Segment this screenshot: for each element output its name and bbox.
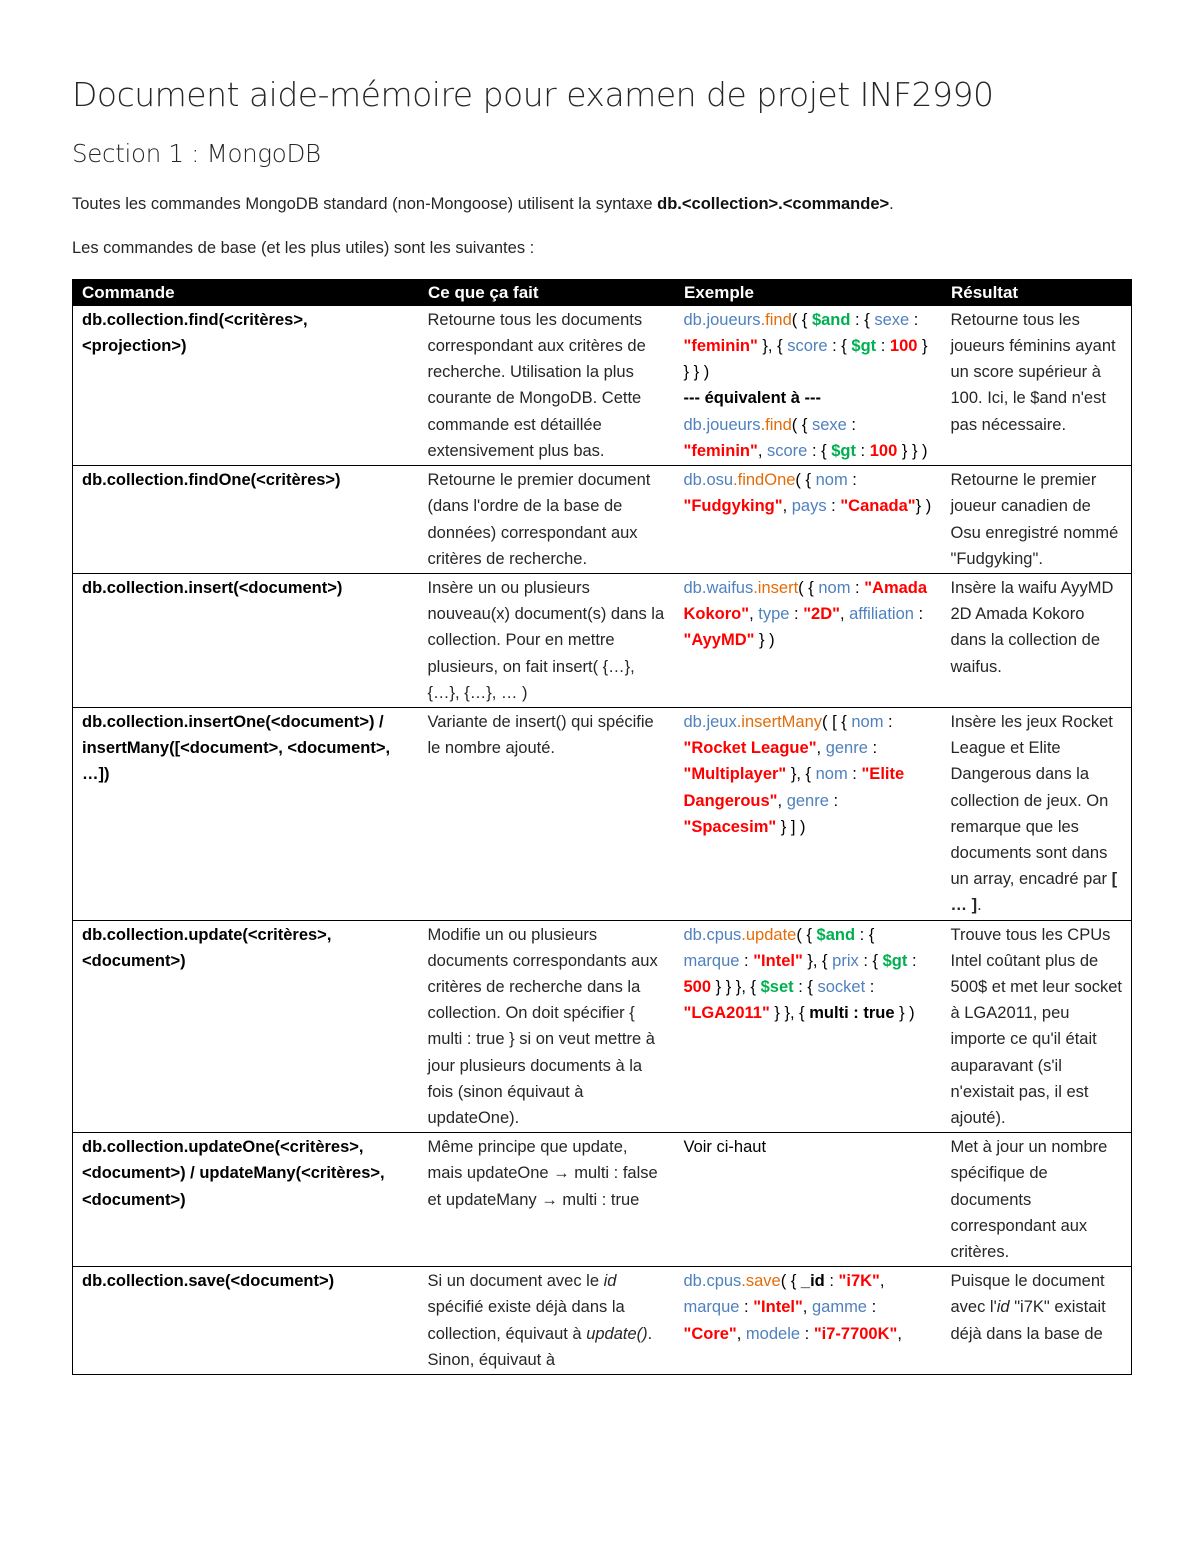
table-row: [73, 707, 1132, 920]
code-token: } ): [754, 631, 775, 650]
code-token: ( {: [780, 1272, 801, 1291]
command-cell: db.collection.updateOne(<critères>, <document>) / updateMany(<critères>, <document>): [73, 1133, 419, 1267]
code-token: modele: [745, 1324, 801, 1343]
header-ce-que-ca-fait: Ce que ça fait: [419, 279, 675, 305]
code-token: }, {: [802, 951, 833, 970]
code-token: :: [907, 951, 917, 970]
example-cell: [675, 466, 942, 574]
code-token: osu: [706, 471, 734, 490]
code-token: :: [739, 1298, 754, 1317]
code-token: :: [824, 1272, 839, 1291]
result-cell: Trouve tous les CPUs Intel coûtant plus de 500$ et met leur socket à LGA2011, peu importe ce qu'il était auparavant (s'il n'existait pas, il est ajouté).: [942, 920, 1132, 1133]
commands-table: [72, 279, 1132, 1375]
code-token: db.: [683, 925, 707, 944]
code-token: } } ): [897, 441, 928, 460]
table-header-row: [73, 279, 1132, 305]
page-title: Document aide-mémoire pour examen de projet INF2990: [72, 75, 994, 114]
description-text: Si un document avec le: [427, 1272, 604, 1291]
code-token: ,: [777, 791, 787, 810]
code-token: } }, {: [769, 1004, 810, 1023]
code-token: :: [739, 951, 754, 970]
result-italic-id: id: [996, 1298, 1010, 1317]
code-token: "Intel": [753, 951, 803, 970]
code-token: db.: [683, 1272, 707, 1291]
code-token: :: [867, 739, 878, 758]
code-token: ,: [816, 739, 826, 758]
code-token: db.: [683, 471, 707, 490]
code-token: "Spacesim": [683, 817, 777, 836]
code-token: 100: [889, 337, 918, 356]
description-cell: Retourne tous les documents correspondant aux critères de recherche. Utilisation la plus courante de MongoDB. Cette commande est détaillée extensivement plus bas.: [419, 305, 675, 465]
description-italic-update: update(): [586, 1324, 648, 1343]
code-token: :: [846, 415, 856, 434]
code-token: $gt: [851, 337, 877, 356]
code-token: marque: [683, 951, 740, 970]
code-token: waifus: [706, 578, 754, 597]
code-token: .save: [741, 1272, 781, 1291]
table-row: [73, 466, 1132, 574]
code-token: "feminin": [683, 441, 758, 460]
code-token: }, {: [757, 337, 788, 356]
code-token: :: [826, 497, 841, 516]
code-token: ( [ {: [822, 712, 852, 731]
description-text: . Sinon, équivaut à: [427, 1324, 653, 1369]
header-resultat: Résultat: [942, 279, 1132, 305]
intro-syntax-paragraph: [72, 191, 1132, 217]
code-token: .insert: [753, 578, 799, 597]
code-token: "Amada Kokoro": [683, 578, 928, 624]
code-token: "2D": [803, 605, 840, 624]
code-token: "AyyMD": [683, 631, 755, 650]
description-cell: Variante de insert() qui spécifie le nombre ajouté.: [419, 707, 675, 920]
code-token: } ): [915, 497, 932, 516]
code-token: db.: [683, 578, 707, 597]
description-italic-id: id: [603, 1272, 617, 1291]
result-period: .: [977, 896, 982, 915]
code-token: : {: [855, 925, 875, 944]
code-token: } ): [894, 1004, 915, 1023]
code-token: db.: [683, 712, 707, 731]
table-row: [73, 1133, 1132, 1267]
code-token: ( {: [796, 925, 817, 944]
code-token: :: [865, 977, 875, 996]
code-token: .find: [760, 310, 792, 329]
code-token: nom: [815, 471, 848, 490]
code-token: marque: [683, 1298, 740, 1317]
code-token: cpus: [706, 1272, 742, 1291]
command-cell: db.collection.find(<critères>, <projection>): [73, 305, 419, 465]
code-token: socket: [817, 977, 866, 996]
code-token: $and: [811, 310, 851, 329]
example-cell: [675, 573, 942, 707]
result-text: Insère les jeux Rocket League et Elite Dangerous dans la collection de jeux. On remarque que les documents sont dans un array, encadré par: [950, 712, 1113, 889]
intro-text: Toutes les commandes MongoDB standard (non-Mongoose) utilisent la syntaxe: [72, 194, 658, 213]
code-token: prix: [832, 951, 859, 970]
code-token: :: [855, 441, 870, 460]
code-token: :: [850, 578, 865, 597]
code-token: score: [767, 441, 808, 460]
code-token: ( {: [795, 471, 816, 490]
code-token: :: [876, 337, 890, 356]
code-token: type: [758, 605, 790, 624]
result-text: Puisque le document avec l': [950, 1272, 1105, 1317]
code-token: }, {: [786, 765, 816, 784]
code-token: } ] ): [776, 817, 806, 836]
table-row: [73, 920, 1132, 1133]
description-cell: Même principe que update, mais updateOne → multi : false et updateMany → multi : true: [419, 1133, 675, 1267]
code-token: "LGA2011": [683, 1004, 770, 1023]
code-token: db.: [683, 415, 707, 434]
code-token: :: [913, 605, 924, 624]
code-token: sexe: [874, 310, 910, 329]
code-token: ,: [736, 1324, 746, 1343]
code-token: $set: [760, 977, 794, 996]
result-cell: Retourne le premier joueur canadien de Osu enregistré nommé "Fudgyking".: [942, 466, 1132, 574]
code-token: nom: [815, 765, 848, 784]
code-token: affiliation: [849, 605, 914, 624]
code-token: --- équivalent à ---: [683, 389, 822, 408]
code-token: } } } ): [683, 337, 928, 382]
code-token: 500: [683, 977, 712, 996]
code-token: :: [847, 765, 862, 784]
document-page: [72, 74, 1132, 1375]
command-cell: db.collection.findOne(<critères>): [73, 466, 419, 574]
code-token: "Core": [683, 1324, 737, 1343]
code-token: } } }, {: [711, 977, 761, 996]
code-token: "Rocket League": [683, 739, 817, 758]
code-token: ( {: [798, 578, 819, 597]
header-exemple: Exemple: [675, 279, 942, 305]
code-token: "Intel": [753, 1298, 803, 1317]
code-token: .insertMany: [736, 712, 822, 731]
result-cell: Insère la waifu AyyMD 2D Amada Kokoro dans la collection de waifus.: [942, 573, 1132, 707]
code-token: :: [909, 310, 919, 329]
code-token: score: [787, 337, 828, 356]
example-cell: [675, 1133, 942, 1267]
code-token: joueurs: [706, 415, 761, 434]
code-token: :: [800, 1324, 814, 1343]
example-cell: [675, 920, 942, 1133]
table-row: [73, 1267, 1132, 1375]
result-text: "i7K" existait déjà dans la base de: [950, 1298, 1106, 1343]
code-token: cpus: [706, 925, 742, 944]
code-token: : {: [793, 977, 818, 996]
code-token: "Fudgyking": [683, 497, 783, 516]
code-token: Voir ci-haut: [683, 1138, 767, 1157]
table-row: [73, 573, 1132, 707]
code-token: joueurs: [706, 310, 761, 329]
result-cell: [942, 707, 1132, 920]
code-token: ( {: [791, 310, 812, 329]
code-token: gamme: [811, 1298, 867, 1317]
result-cell: [942, 1267, 1132, 1375]
code-token: : {: [850, 310, 875, 329]
code-token: ,: [879, 1272, 885, 1291]
code-token: .find: [760, 415, 792, 434]
code-token: db.: [683, 310, 707, 329]
code-token: :: [847, 471, 857, 490]
array-brackets: [ … ]: [950, 870, 1118, 915]
code-token: : {: [858, 951, 883, 970]
code-token: :: [883, 712, 893, 731]
code-token: _id: [800, 1272, 825, 1291]
example-cell: [675, 707, 942, 920]
code-token: :: [867, 1298, 877, 1317]
code-token: ,: [802, 1298, 812, 1317]
code-token: $gt: [831, 441, 856, 460]
command-cell: db.collection.insert(<document>): [73, 573, 419, 707]
code-token: "Elite Dangerous": [683, 765, 905, 810]
code-token: ,: [839, 605, 850, 624]
description-cell: Modifie un ou plusieurs documents correspondants aux critères de recherche dans la collection. On doit spécifier { multi : true } si on veut mettre à jour plusieurs documents à la fois (sinon équivaut à updateOne).: [419, 920, 675, 1133]
code-token: ,: [757, 441, 767, 460]
code-token: .findOne: [733, 471, 796, 490]
code-token: "Canada": [840, 497, 916, 516]
description-cell: Retourne le premier document (dans l'ordre de la base de données) correspondant aux critères de recherche.: [419, 466, 675, 574]
code-token: multi : true: [809, 1004, 895, 1023]
code-token: 100: [869, 441, 898, 460]
code-token: : {: [827, 337, 852, 356]
code-token: :: [828, 791, 839, 810]
intro-period: .: [889, 194, 894, 213]
section-heading: Section 1 : MongoDB: [72, 139, 321, 169]
result-cell: Met à jour un nombre spécifique de documents correspondant aux critères.: [942, 1133, 1132, 1267]
syntax-code: db.<collection>.<commande>: [657, 194, 890, 213]
code-token: "feminin": [683, 337, 758, 356]
description-cell: [419, 1267, 675, 1375]
code-token: $and: [816, 925, 856, 944]
code-token: ( {: [791, 415, 812, 434]
code-token: jeux: [706, 712, 737, 731]
code-token: "i7K": [838, 1272, 880, 1291]
code-token: nom: [851, 712, 884, 731]
table-row: [73, 305, 1132, 465]
code-token: ,: [897, 1324, 902, 1343]
code-token: nom: [818, 578, 851, 597]
code-token: sexe: [811, 415, 847, 434]
result-cell: Retourne tous les joueurs féminins ayant un score supérieur à 100. Ici, le $and n'est pas nécessaire.: [942, 305, 1132, 465]
example-cell: [675, 1267, 942, 1375]
intro-commands-paragraph: Les commandes de base (et les plus utiles) sont les suivantes :: [72, 238, 535, 257]
command-cell: db.collection.insertOne(<document>) / insertMany([<document>, <document>, …]): [73, 707, 419, 920]
code-token: "i7-7700K": [813, 1324, 898, 1343]
code-token: :: [789, 605, 804, 624]
code-token: pays: [791, 497, 827, 516]
description-cell: Insère un ou plusieurs nouveau(x) document(s) dans la collection. Pour en mettre plusieurs, on fait insert( {…}, {…}, {…}, … ): [419, 573, 675, 707]
code-token: .update: [741, 925, 797, 944]
code-token: genre: [825, 739, 868, 758]
code-token: : {: [807, 441, 832, 460]
code-token: $gt: [882, 951, 908, 970]
description-text: spécifié existe déjà dans la collection, équivaut à: [427, 1298, 625, 1343]
code-token: ,: [749, 605, 759, 624]
code-token: ,: [782, 497, 792, 516]
code-token: genre: [786, 791, 829, 810]
command-cell: db.collection.update(<critères>, <document>): [73, 920, 419, 1133]
example-cell: [675, 305, 942, 465]
command-cell: db.collection.save(<document>): [73, 1267, 419, 1375]
code-token: "Multiplayer": [683, 765, 787, 784]
header-commande: Commande: [73, 279, 419, 305]
